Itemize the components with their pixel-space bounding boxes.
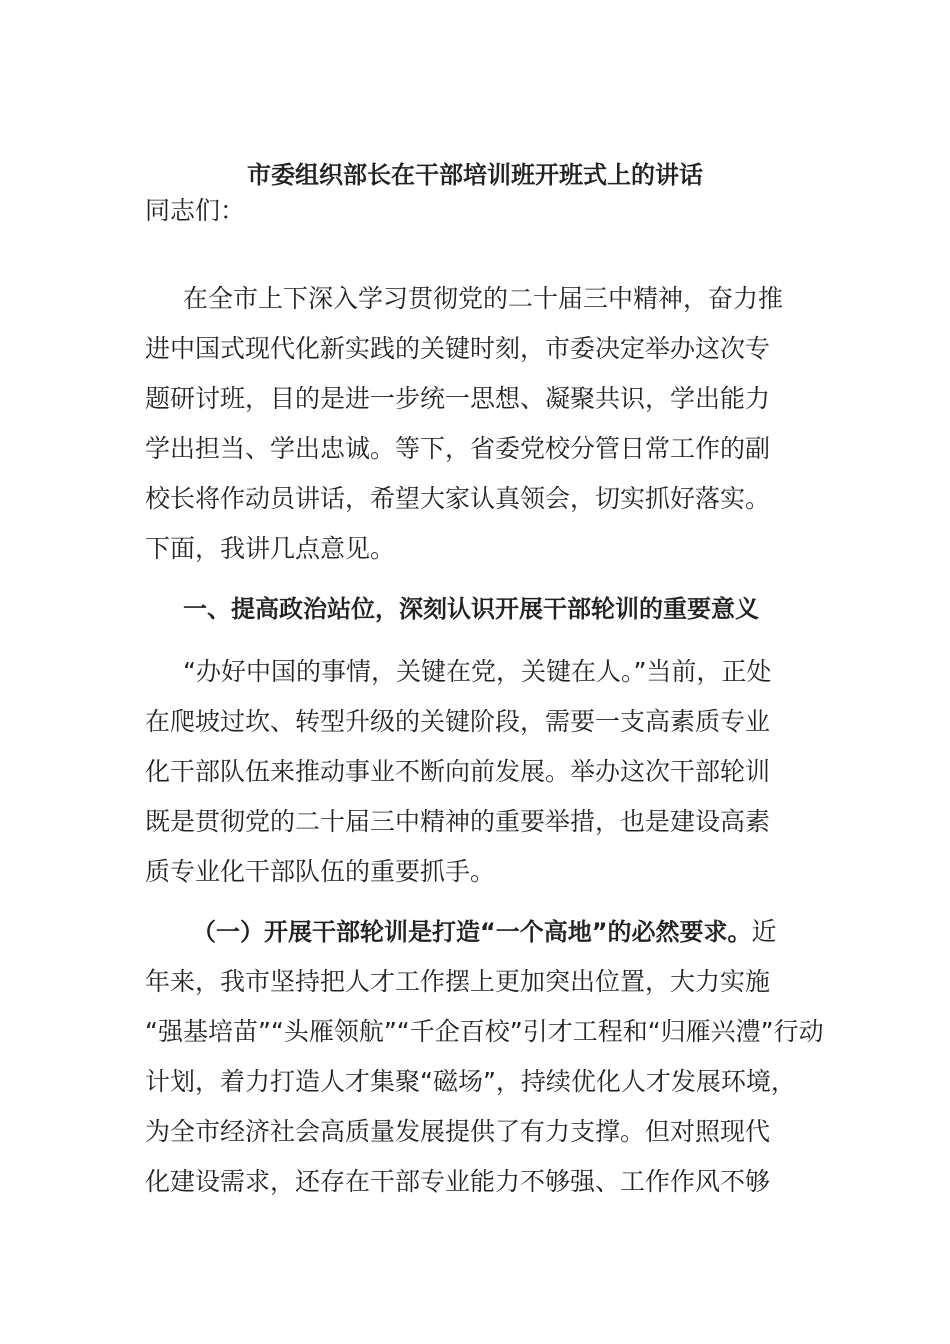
subsection-first-line-rest: 近 [751, 917, 777, 946]
paragraph-line: “强基培苗”“头雁领航”“千企百校”引才工程和“归雁兴澧”行动 [145, 1017, 824, 1046]
paragraph-line: 进中国式现代化新实践的关键时刻，市委决定举办这次专 [145, 334, 771, 363]
paragraph-line: 题研讨班，目的是进一步统一思想、凝聚共识，学出能力 [145, 384, 771, 413]
subsection-heading: （一）开展干部轮训是打造“一个高地”的必然要求。 [192, 918, 752, 946]
paragraph-line: 在全市上下深入学习贯彻党的二十届三中精神，奋力推 [183, 284, 784, 313]
subsection-first-line [145, 907, 852, 957]
paragraph-line: 质专业化干部队伍的重要抓手。 [145, 857, 496, 886]
document-title: 市委组织部长在干部培训班开班式上的讲话 [247, 161, 703, 189]
paragraph-line: 计划，着力打造人才集聚“磁场”，持续优化人才发展环境， [145, 1067, 796, 1096]
paragraph-line: 学出担当、学出忠诚。等下，省委党校分管日常工作的副 [145, 434, 771, 463]
paragraph-line: 下面，我讲几点意见。 [145, 534, 396, 563]
paragraph-line: 校长将作动员讲话，希望大家认真领会，切实抓好落实。 [145, 484, 771, 513]
paragraph-line: 既是贯彻党的二十届三中精神的重要举措，也是建设高素 [145, 807, 771, 836]
paragraph-line: 为全市经济社会高质量发展提供了有力支撑。但对照现代 [145, 1117, 771, 1146]
section-heading: 一、提高政治站位，深刻认识开展干部轮训的重要意义 [183, 595, 759, 623]
paragraph-line: 在爬坡过坎、转型升级的关键阶段，需要一支高素质专业 [145, 707, 771, 736]
paragraph-line: 化干部队伍来推动事业不断向前发展。举办这次干部轮训 [145, 757, 771, 786]
paragraph-line: “办好中国的事情，关键在党，关键在人。”当前，正处 [183, 657, 772, 686]
paragraph-line: 年来，我市坚持把人才工作摆上更加突出位置，大力实施 [145, 967, 771, 996]
paragraph-line: 化建设需求，还存在干部专业能力不够强、工作作风不够 [145, 1167, 771, 1196]
salutation: 同志们： [145, 196, 246, 225]
